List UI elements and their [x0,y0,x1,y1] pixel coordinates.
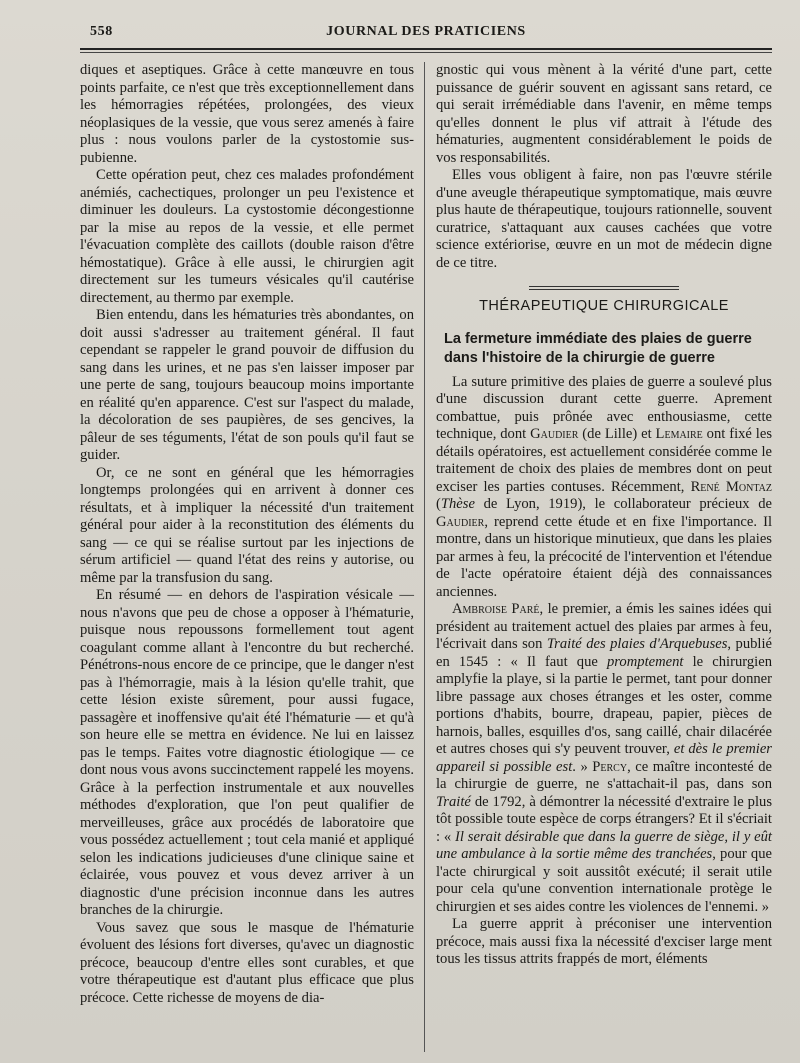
section-rule [529,286,679,287]
paragraph: gnostic qui vous mènent à la vérité d'une part, cette puissance de guérir souvent en agissant sans retard, ce qui serait irrémédiable dans l'avenir, en même temps qu'elles donnent le plus vif attrait à l'étude des hématuries, augmentent considérablement le poids de vos responsabilités. [436,62,772,166]
paragraph: Or, ce ne sont en général que les hémorragies longtemps prolongées qui en arrivent à donner ces résultats, et à impliquer la nécessité d'un traitement général pour aider à la reconstitution des éléments du sang — ce qui se réalise surtout par les injections de sérum artificiel — quand l'état des reins y autorise, ou même par la transfusion du sang. [80,464,414,586]
right-column [436,62,772,969]
text-run: le chirurgien amplyfie la playe, si la partie le permet, tant pour donner libre passage aux choses étranges et les oster, comme portions d'habits, bourre, drapeau, papier, pièces de harnois, balles, esquilles d'os, sang caillé, chair dilacérée et autres choses qui s'y peuvent trouver, [436,653,772,757]
header-rule-thin [80,52,772,53]
text-run: La suture primitive des plaies de guerre a soulevé plus d'une discussion durant cette guerre. Aprement combattue, puis prônée avec enthousiasme, cette technique, dont [436,373,772,442]
author-name: Lemaire [655,426,703,442]
italic-text: Traité [436,793,471,810]
text-run: , pour que l'acte chirurgical y soit aussitôt exécuté; il serait utile pour cela qu'une convention internationale protège le chirurgien et ses aides contre les violences de l'ennemi. » [436,846,772,915]
section-rule [529,289,679,290]
italic-text: et dès le premier appareil si possible est [436,741,772,775]
page-number: 558 [90,24,113,39]
paragraph: Bien entendu, dans les hématuries très abondantes, on doit aussi s'adresser au traitement général. Il faut cependant se rappeler le grand pouvoir de diffusion du sang dans les urines, et ne pas s'en laisser imposer par une perte de sang, toujours beaucoup moins importante en réalité qu'en apparence. C'est sur l'aspect du malade, la décoloration de ses paupières, de ses gencives, la pâleur de ses téguments, l'état de son pouls qu'il faut se guider. [80,307,414,463]
paragraph: Cette opération peut, chez ces malades profondément anémiés, cachectiques, prolonger un peu l'existence et diminuer les douleurs. La cystostomie décongestionne par la mise au repos de la vessie, et elle permet l'évacuation complète des caillots (double raison d'être hémostatique). Grâce à elle aussi, le chirurgien agit directement sur les tumeurs vésicales qu'il cautérise directement, au thermo par exemple. [80,167,414,306]
left-column [80,62,414,1007]
author-name: Percy [592,758,628,775]
article-title [444,330,772,368]
text-run: de Lyon, 1919), le collaborateur précieux de [474,496,772,512]
author-name: Gaudier [530,426,579,442]
paragraph [436,374,772,602]
italic-text: Il serait désirable que dans la guerre de siège, il y eût une ambulance à la sortie même des tranchées [436,828,772,862]
paragraph: Elles vous obligent à faire, non pas l'œuvre stérile d'une aveugle thérapeutique symptomatique, mais œuvre plus haute de thérapeutique, toujours rationnelle, souvent curatrice, s'attaquant aux causes cachées que votre science extériorise, œuvre en un mot de médecin digne de ce titre. [436,167,772,271]
text-run: . » [572,758,593,775]
section-heading: THÉRAPEUTIQUE CHIRURGICALE [479,298,729,314]
paragraph: La guerre apprit à préconiser une intervention précoce, mais aussi fixa la nécessité d'exciser large ment tous les tissus attrits frappés de mort, éléments [436,916,772,967]
paragraph: Vous savez que sous le masque de l'hématurie évoluent des lésions fort diverses, qu'avec un diagnostic précoce, beaucoup d'entre elles sont curables, et que votre thérapeutique est d'autant plus efficace que plus précoce. Cette richesse de moyens de dia- [80,919,414,1006]
text-run: , publié en 1545 : « Il faut que [436,636,773,670]
author-name: René Montaz [690,478,772,495]
italic-text: Traité des plaies d'Arquebuses [546,636,728,652]
text-run: , ce maître incontesté de la chirurgie de guerre, ne s'attachait-il pas, dans son [436,758,772,792]
text-run: ( [436,496,441,512]
paragraph [436,601,772,916]
text-run: de 1792, à démontrer la nécessité d'extraire le plus tôt possible toute espèce de corps étrangers? Et il s'écriait : « [436,793,772,845]
page-header [80,24,772,44]
text-run: ont fixé les détails opératoires, est actuellement considérée comme le traitement de choix des plaies de membres dont on peut exciser les parties contuses. Récemment, [436,426,772,495]
author-name: Gaudier [436,513,485,530]
text-run: , reprend cette étude et en fixe l'importance. Il montre, dans un historique minutieux, que dans les plaies par armes à feu, la précocité de l'intervention et l'étendue de l'acte opératoire étaient déjà des connaissances anciennes. [436,513,772,600]
paragraph: diques et aseptiques. Grâce à cette manœuvre en tous points parfaite, ce n'est que très exceptionnellement dans les hémorragies répétées, prolongées, des vieux néoplasiques de la vessie, que vous serez amenés à faire plus : nous voulons parler de la cystostomie sus-pubienne. [80,62,414,166]
text-run: , le premier, a émis les saines idées qui président au traitement actuel des plaies par armes à feu, l'écrivait dans son [436,601,772,652]
italic-text: promptement [607,653,684,670]
article-title-line-2: dans l'histoire de la chirurgie de guerre [444,349,715,366]
text-run: (de Lille) et [578,426,656,442]
paragraph: En résumé — en dehors de l'aspiration vésicale — nous n'avons que peu de chose a opposer à l'hématurie, puisque nous repoussons formellement tout agent coagulant comme allant à l'encontre du but recherché. Pénétrons-nous encore de ce principe, que le danger n'est pas à l'hémorragie, mais à la lésion qu'elle trahit, que cette lésion existe sûrement, pour aussi fugace, passagère et inoffensive qu'ait été l'hématurie — et qu'à son heure elle se mettra en évidence. Ne lui en laissez pas le temps. Faites votre diagnostic étiologique — ce dont nous vous avons succinctement rappelé les moyens. Grâce à la perfection instrumentale et aux nouvelles méthodes d'exploration, que l'on peut qualifier de merveilleuses, grâce aux procédés de laboratoire que vous possédez actuellement ; tout cela manié et appliqué selon les indications judicieuses d'une clinique saine et éclairée, vous pouvez et vous devez arriver à un diagnostic d'une précision inconnue dans les autres branches de la chirurgie. [80,587,414,918]
author-name: Ambroise Paré [452,601,540,617]
journal-title: JOURNAL DES PRATICIENS [326,24,526,39]
header-rule [80,48,772,50]
italic-text: Thèse [440,496,475,512]
article-title-line-1: La fermeture immédiate des plaies de guerre [444,330,752,347]
column-divider [424,62,425,1052]
